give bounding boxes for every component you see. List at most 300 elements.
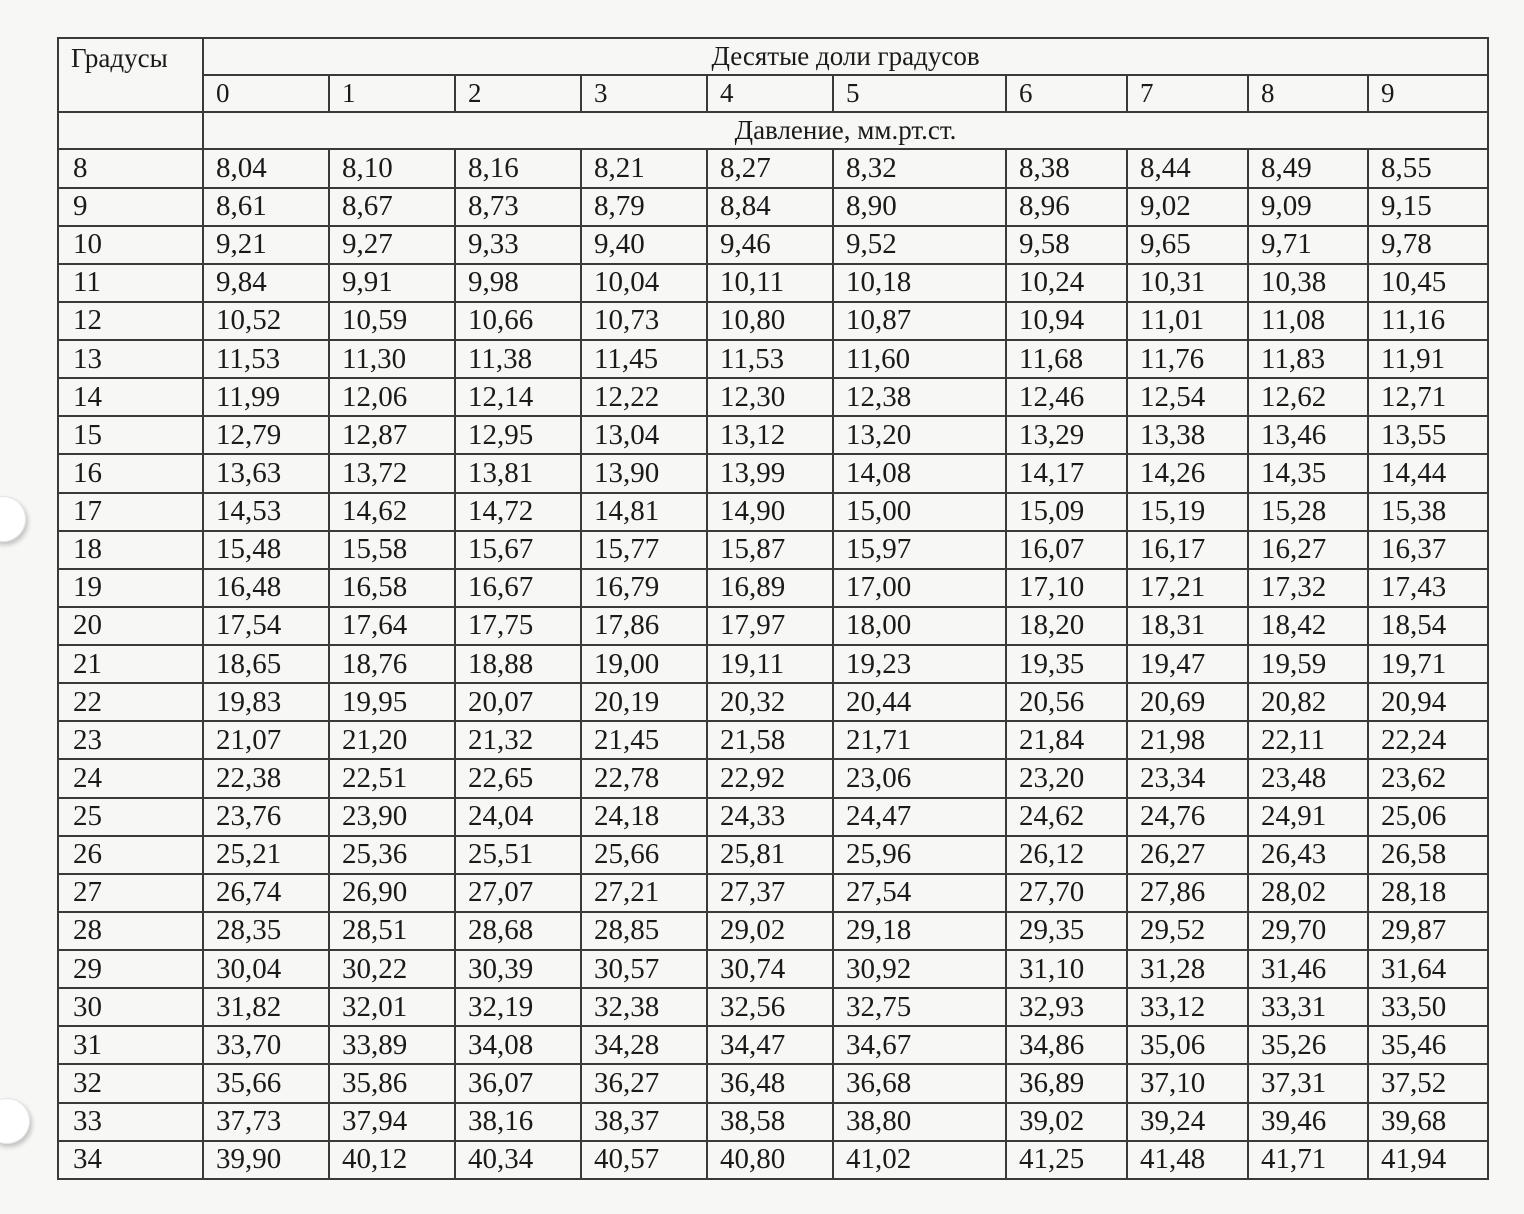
pressure-cell: 41,71 — [1248, 1141, 1368, 1179]
pressure-cell: 17,75 — [455, 607, 581, 645]
pressure-cell: 34,28 — [581, 1026, 707, 1064]
pressure-cell: 34,08 — [455, 1026, 581, 1064]
table-row — [58, 798, 1488, 836]
pressure-cell: 22,78 — [581, 759, 707, 797]
pressure-cell: 19,95 — [329, 683, 455, 721]
pressure-cell: 15,09 — [1006, 493, 1127, 531]
pressure-cell: 34,86 — [1006, 1026, 1127, 1064]
pressure-cell: 19,35 — [1006, 645, 1127, 683]
table-row — [58, 1026, 1488, 1064]
pressure-cell: 15,19 — [1127, 493, 1248, 531]
tenth-header-cell: 3 — [581, 75, 707, 112]
pressure-cell: 29,02 — [707, 912, 833, 950]
pressure-cell: 33,89 — [329, 1026, 455, 1064]
corner-header: Градусы — [58, 38, 203, 112]
pressure-cell: 13,63 — [203, 454, 329, 492]
pressure-cell: 22,38 — [203, 759, 329, 797]
pressure-cell: 16,58 — [329, 569, 455, 607]
pressure-cell: 27,54 — [833, 874, 1006, 912]
pressure-cell: 28,51 — [329, 912, 455, 950]
pressure-cell: 23,06 — [833, 759, 1006, 797]
pressure-cell: 41,94 — [1368, 1141, 1488, 1179]
pressure-cell: 21,71 — [833, 721, 1006, 759]
degree-cell: 11 — [58, 264, 203, 302]
pressure-cell: 8,84 — [707, 188, 833, 226]
table-row — [58, 226, 1488, 264]
pressure-cell: 22,92 — [707, 759, 833, 797]
degree-cell: 22 — [58, 683, 203, 721]
pressure-cell: 14,53 — [203, 493, 329, 531]
pressure-cell: 18,00 — [833, 607, 1006, 645]
tenth-header-cell: 9 — [1368, 75, 1488, 112]
table-row — [58, 721, 1488, 759]
table-row — [58, 1141, 1488, 1179]
pressure-cell: 36,48 — [707, 1064, 833, 1102]
pressure-cell: 24,47 — [833, 798, 1006, 836]
pressure-cell: 39,02 — [1006, 1103, 1127, 1141]
table-row — [58, 569, 1488, 607]
pressure-cell: 12,87 — [329, 416, 455, 454]
degree-cell: 21 — [58, 645, 203, 683]
pressure-cell: 21,58 — [707, 721, 833, 759]
pressure-cell: 12,95 — [455, 416, 581, 454]
pressure-cell: 9,46 — [707, 226, 833, 264]
table-row — [58, 607, 1488, 645]
pressure-cell: 24,62 — [1006, 798, 1127, 836]
pressure-cell: 22,24 — [1368, 721, 1488, 759]
pressure-cell: 30,74 — [707, 950, 833, 988]
pressure-cell: 13,99 — [707, 454, 833, 492]
pressure-cell: 16,89 — [707, 569, 833, 607]
pressure-cell: 15,48 — [203, 531, 329, 569]
pressure-cell: 15,77 — [581, 531, 707, 569]
pressure-cell: 33,12 — [1127, 988, 1248, 1026]
pressure-cell: 11,53 — [203, 340, 329, 378]
pressure-cell: 10,66 — [455, 302, 581, 340]
pressure-cell: 12,22 — [581, 378, 707, 416]
table-row — [58, 454, 1488, 492]
pressure-cell: 13,29 — [1006, 416, 1127, 454]
degree-cell: 25 — [58, 798, 203, 836]
pressure-cell: 11,91 — [1368, 340, 1488, 378]
pressure-cell: 19,71 — [1368, 645, 1488, 683]
pressure-cell: 9,40 — [581, 226, 707, 264]
pressure-cell: 27,07 — [455, 874, 581, 912]
pressure-cell: 8,44 — [1127, 149, 1248, 187]
table-row — [58, 1103, 1488, 1141]
pressure-cell: 18,20 — [1006, 607, 1127, 645]
pressure-cell: 27,21 — [581, 874, 707, 912]
pressure-cell: 31,46 — [1248, 950, 1368, 988]
pressure-cell: 24,91 — [1248, 798, 1368, 836]
pressure-cell: 25,96 — [833, 836, 1006, 874]
pressure-cell: 30,22 — [329, 950, 455, 988]
pressure-cell: 15,97 — [833, 531, 1006, 569]
pressure-cell: 31,82 — [203, 988, 329, 1026]
table-row — [58, 874, 1488, 912]
pressure-cell: 24,04 — [455, 798, 581, 836]
pressure-cell: 11,53 — [707, 340, 833, 378]
degree-cell: 24 — [58, 759, 203, 797]
pressure-cell: 15,87 — [707, 531, 833, 569]
pressure-cell: 9,65 — [1127, 226, 1248, 264]
pressure-cell: 10,45 — [1368, 264, 1488, 302]
pressure-cell: 35,46 — [1368, 1026, 1488, 1064]
pressure-cell: 25,81 — [707, 836, 833, 874]
pressure-cell: 12,54 — [1127, 378, 1248, 416]
pressure-cell: 8,27 — [707, 149, 833, 187]
pressure-cell: 18,31 — [1127, 607, 1248, 645]
tenths-header: Десятые доли градусов — [203, 38, 1488, 75]
table-row — [58, 950, 1488, 988]
pressure-cell: 34,67 — [833, 1026, 1006, 1064]
pressure-cell: 11,60 — [833, 340, 1006, 378]
pressure-cell: 41,02 — [833, 1141, 1006, 1179]
pressure-cell: 40,34 — [455, 1141, 581, 1179]
pressure-cell: 20,44 — [833, 683, 1006, 721]
pressure-cell: 29,87 — [1368, 912, 1488, 950]
pressure-cell: 19,83 — [203, 683, 329, 721]
pressure-cell: 39,46 — [1248, 1103, 1368, 1141]
pressure-cell: 28,85 — [581, 912, 707, 950]
pressure-cell: 35,86 — [329, 1064, 455, 1102]
pressure-cell: 29,35 — [1006, 912, 1127, 950]
pressure-cell: 21,98 — [1127, 721, 1248, 759]
pressure-cell: 11,99 — [203, 378, 329, 416]
pressure-cell: 22,11 — [1248, 721, 1368, 759]
degree-cell: 18 — [58, 531, 203, 569]
pressure-cell: 30,92 — [833, 950, 1006, 988]
pressure-cell: 18,65 — [203, 645, 329, 683]
table-row — [58, 683, 1488, 721]
pressure-cell: 26,58 — [1368, 836, 1488, 874]
pressure-cell: 37,94 — [329, 1103, 455, 1141]
pressure-cell: 14,44 — [1368, 454, 1488, 492]
pressure-cell: 36,89 — [1006, 1064, 1127, 1102]
pressure-cell: 17,64 — [329, 607, 455, 645]
pressure-cell: 32,93 — [1006, 988, 1127, 1026]
degree-cell: 23 — [58, 721, 203, 759]
table-row — [58, 645, 1488, 683]
pressure-cell: 40,80 — [707, 1141, 833, 1179]
pressure-cell: 17,21 — [1127, 569, 1248, 607]
pressure-cell: 11,45 — [581, 340, 707, 378]
header-row-unit — [58, 112, 1488, 149]
degree-cell: 34 — [58, 1141, 203, 1179]
pressure-cell: 41,25 — [1006, 1141, 1127, 1179]
degree-cell: 32 — [58, 1064, 203, 1102]
pressure-cell: 33,70 — [203, 1026, 329, 1064]
pressure-cell: 17,97 — [707, 607, 833, 645]
pressure-cell: 12,62 — [1248, 378, 1368, 416]
pressure-cell: 9,52 — [833, 226, 1006, 264]
degree-cell: 14 — [58, 378, 203, 416]
degree-cell: 20 — [58, 607, 203, 645]
pressure-cell: 25,06 — [1368, 798, 1488, 836]
table-row — [58, 340, 1488, 378]
pressure-cell: 35,66 — [203, 1064, 329, 1102]
table-row — [58, 912, 1488, 950]
pressure-cell: 14,35 — [1248, 454, 1368, 492]
pressure-cell: 22,51 — [329, 759, 455, 797]
pressure-cell: 10,11 — [707, 264, 833, 302]
pressure-cell: 32,56 — [707, 988, 833, 1026]
pressure-cell: 23,90 — [329, 798, 455, 836]
pressure-cell: 37,10 — [1127, 1064, 1248, 1102]
pressure-cell: 19,23 — [833, 645, 1006, 683]
pressure-cell: 11,16 — [1368, 302, 1488, 340]
pressure-cell: 36,27 — [581, 1064, 707, 1102]
degree-cell: 8 — [58, 149, 203, 187]
pressure-cell: 12,06 — [329, 378, 455, 416]
pressure-cell: 32,01 — [329, 988, 455, 1026]
pressure-cell: 41,48 — [1127, 1141, 1248, 1179]
pressure-cell: 9,33 — [455, 226, 581, 264]
pressure-cell: 15,28 — [1248, 493, 1368, 531]
pressure-cell: 37,52 — [1368, 1064, 1488, 1102]
pressure-cell: 26,74 — [203, 874, 329, 912]
pressure-cell: 8,90 — [833, 188, 1006, 226]
pressure-cell: 14,26 — [1127, 454, 1248, 492]
pressure-cell: 28,18 — [1368, 874, 1488, 912]
pressure-cell: 8,21 — [581, 149, 707, 187]
pressure-cell: 39,68 — [1368, 1103, 1488, 1141]
pressure-cell: 19,00 — [581, 645, 707, 683]
pressure-cell: 31,10 — [1006, 950, 1127, 988]
pressure-cell: 9,84 — [203, 264, 329, 302]
pressure-cell: 29,70 — [1248, 912, 1368, 950]
pressure-cell: 10,24 — [1006, 264, 1127, 302]
pressure-cell: 13,46 — [1248, 416, 1368, 454]
pressure-cell: 27,86 — [1127, 874, 1248, 912]
tenth-header-cell: 4 — [707, 75, 833, 112]
pressure-cell: 20,19 — [581, 683, 707, 721]
pressure-cell: 8,79 — [581, 188, 707, 226]
pressure-cell: 19,47 — [1127, 645, 1248, 683]
pressure-cell: 13,90 — [581, 454, 707, 492]
pressure-cell: 38,80 — [833, 1103, 1006, 1141]
pressure-cell: 40,12 — [329, 1141, 455, 1179]
pressure-cell: 27,37 — [707, 874, 833, 912]
pressure-cell: 8,49 — [1248, 149, 1368, 187]
degree-cell: 13 — [58, 340, 203, 378]
table-row — [58, 264, 1488, 302]
table-row — [58, 302, 1488, 340]
pressure-cell: 20,07 — [455, 683, 581, 721]
pressure-cell: 21,45 — [581, 721, 707, 759]
pressure-cell: 14,72 — [455, 493, 581, 531]
tenth-header-cell: 2 — [455, 75, 581, 112]
pressure-cell: 33,50 — [1368, 988, 1488, 1026]
pressure-cell: 19,59 — [1248, 645, 1368, 683]
degree-cell: 30 — [58, 988, 203, 1026]
pressure-cell: 28,68 — [455, 912, 581, 950]
pressure-cell: 39,90 — [203, 1141, 329, 1179]
table-row — [58, 988, 1488, 1026]
pressure-cell: 35,06 — [1127, 1026, 1248, 1064]
pressure-cell: 10,59 — [329, 302, 455, 340]
pressure-cell: 11,38 — [455, 340, 581, 378]
pressure-cell: 25,51 — [455, 836, 581, 874]
pressure-cell: 28,35 — [203, 912, 329, 950]
pressure-cell: 21,32 — [455, 721, 581, 759]
pressure-cell: 9,78 — [1368, 226, 1488, 264]
pressure-cell: 29,52 — [1127, 912, 1248, 950]
pressure-cell: 25,36 — [329, 836, 455, 874]
table-row — [58, 493, 1488, 531]
pressure-cell: 36,68 — [833, 1064, 1006, 1102]
pressure-cell: 13,81 — [455, 454, 581, 492]
pressure-cell: 14,81 — [581, 493, 707, 531]
degree-cell: 19 — [58, 569, 203, 607]
pressure-cell: 17,86 — [581, 607, 707, 645]
pressure-cell: 18,88 — [455, 645, 581, 683]
pressure-cell: 34,47 — [707, 1026, 833, 1064]
punch-hole-upper — [0, 496, 26, 542]
degree-cell: 12 — [58, 302, 203, 340]
pressure-cell: 10,87 — [833, 302, 1006, 340]
pressure-cell: 35,26 — [1248, 1026, 1368, 1064]
degree-cell: 26 — [58, 836, 203, 874]
tenth-header-cell: 7 — [1127, 75, 1248, 112]
pressure-cell: 31,28 — [1127, 950, 1248, 988]
pressure-cell: 33,31 — [1248, 988, 1368, 1026]
table-row — [58, 416, 1488, 454]
pressure-cell: 10,38 — [1248, 264, 1368, 302]
pressure-cell: 12,71 — [1368, 378, 1488, 416]
pressure-cell: 11,01 — [1127, 302, 1248, 340]
pressure-cell: 13,20 — [833, 416, 1006, 454]
pressure-cell: 13,72 — [329, 454, 455, 492]
pressure-cell: 16,67 — [455, 569, 581, 607]
pressure-cell: 9,58 — [1006, 226, 1127, 264]
degree-cell: 9 — [58, 188, 203, 226]
pressure-cell: 18,42 — [1248, 607, 1368, 645]
table-body — [58, 38, 1488, 1179]
pressure-cell: 8,67 — [329, 188, 455, 226]
pressure-cell: 10,18 — [833, 264, 1006, 302]
pressure-cell: 26,90 — [329, 874, 455, 912]
pressure-cell: 14,90 — [707, 493, 833, 531]
pressure-cell: 8,04 — [203, 149, 329, 187]
pressure-cell: 16,79 — [581, 569, 707, 607]
pressure-cell: 10,52 — [203, 302, 329, 340]
pressure-cell: 16,37 — [1368, 531, 1488, 569]
pressure-cell: 32,75 — [833, 988, 1006, 1026]
table-row — [58, 149, 1488, 187]
pressure-cell: 24,33 — [707, 798, 833, 836]
pressure-cell: 24,18 — [581, 798, 707, 836]
pressure-cell: 20,69 — [1127, 683, 1248, 721]
pressure-cell: 11,08 — [1248, 302, 1368, 340]
pressure-cell: 15,58 — [329, 531, 455, 569]
pressure-cell: 9,98 — [455, 264, 581, 302]
pressure-cell: 8,73 — [455, 188, 581, 226]
pressure-cell: 8,10 — [329, 149, 455, 187]
pressure-cell: 38,16 — [455, 1103, 581, 1141]
pressure-cell: 13,38 — [1127, 416, 1248, 454]
pressure-cell: 24,76 — [1127, 798, 1248, 836]
pressure-cell: 16,17 — [1127, 531, 1248, 569]
degree-cell: 33 — [58, 1103, 203, 1141]
pressure-cell: 11,83 — [1248, 340, 1368, 378]
pressure-cell: 32,19 — [455, 988, 581, 1026]
degree-cell: 17 — [58, 493, 203, 531]
degree-cell: 16 — [58, 454, 203, 492]
pressure-cell: 14,17 — [1006, 454, 1127, 492]
pressure-cell: 25,66 — [581, 836, 707, 874]
pressure-cell: 23,62 — [1368, 759, 1488, 797]
pressure-cell: 19,11 — [707, 645, 833, 683]
pressure-cell: 15,00 — [833, 493, 1006, 531]
pressure-cell: 18,54 — [1368, 607, 1488, 645]
degree-cell: 29 — [58, 950, 203, 988]
tenth-header-cell: 5 — [833, 75, 1006, 112]
pressure-cell: 8,55 — [1368, 149, 1488, 187]
pressure-cell: 23,76 — [203, 798, 329, 836]
pressure-cell: 11,30 — [329, 340, 455, 378]
pressure-cell: 9,91 — [329, 264, 455, 302]
pressure-cell: 20,82 — [1248, 683, 1368, 721]
pressure-cell: 13,04 — [581, 416, 707, 454]
table-row — [58, 836, 1488, 874]
pressure-cell: 26,27 — [1127, 836, 1248, 874]
tenth-header-cell: 0 — [203, 75, 329, 112]
pressure-cell: 26,43 — [1248, 836, 1368, 874]
pressure-cell: 18,76 — [329, 645, 455, 683]
pressure-cell: 12,46 — [1006, 378, 1127, 416]
pressure-cell: 8,16 — [455, 149, 581, 187]
pressure-cell: 17,10 — [1006, 569, 1127, 607]
pressure-cell: 20,32 — [707, 683, 833, 721]
pressure-cell: 9,15 — [1368, 188, 1488, 226]
tenth-header-cell: 6 — [1006, 75, 1127, 112]
degree-cell: 10 — [58, 226, 203, 264]
pressure-cell: 10,94 — [1006, 302, 1127, 340]
pressure-cell: 14,08 — [833, 454, 1006, 492]
table-row — [58, 188, 1488, 226]
pressure-cell: 37,31 — [1248, 1064, 1368, 1102]
punch-hole-lower — [0, 1098, 30, 1144]
header-row-top — [58, 38, 1488, 75]
pressure-cell: 20,56 — [1006, 683, 1127, 721]
pressure-cell: 17,54 — [203, 607, 329, 645]
pressure-cell: 16,07 — [1006, 531, 1127, 569]
header-row-tenths — [58, 75, 1488, 112]
tenth-header-cell: 8 — [1248, 75, 1368, 112]
pressure-cell: 17,43 — [1368, 569, 1488, 607]
pressure-cell: 11,68 — [1006, 340, 1127, 378]
pressure-cell: 14,62 — [329, 493, 455, 531]
pressure-cell: 30,04 — [203, 950, 329, 988]
pressure-cell: 27,70 — [1006, 874, 1127, 912]
pressure-cell: 23,20 — [1006, 759, 1127, 797]
degree-cell: 27 — [58, 874, 203, 912]
pressure-cell: 8,32 — [833, 149, 1006, 187]
pressure-cell: 31,64 — [1368, 950, 1488, 988]
pressure-cell: 10,73 — [581, 302, 707, 340]
table-row — [58, 759, 1488, 797]
pressure-cell: 15,67 — [455, 531, 581, 569]
pressure-cell: 9,21 — [203, 226, 329, 264]
pressure-cell: 32,38 — [581, 988, 707, 1026]
pressure-cell: 29,18 — [833, 912, 1006, 950]
pressure-cell: 16,48 — [203, 569, 329, 607]
pressure-cell: 17,00 — [833, 569, 1006, 607]
empty-cell — [58, 112, 203, 149]
pressure-cell: 39,24 — [1127, 1103, 1248, 1141]
table-row — [58, 1064, 1488, 1102]
